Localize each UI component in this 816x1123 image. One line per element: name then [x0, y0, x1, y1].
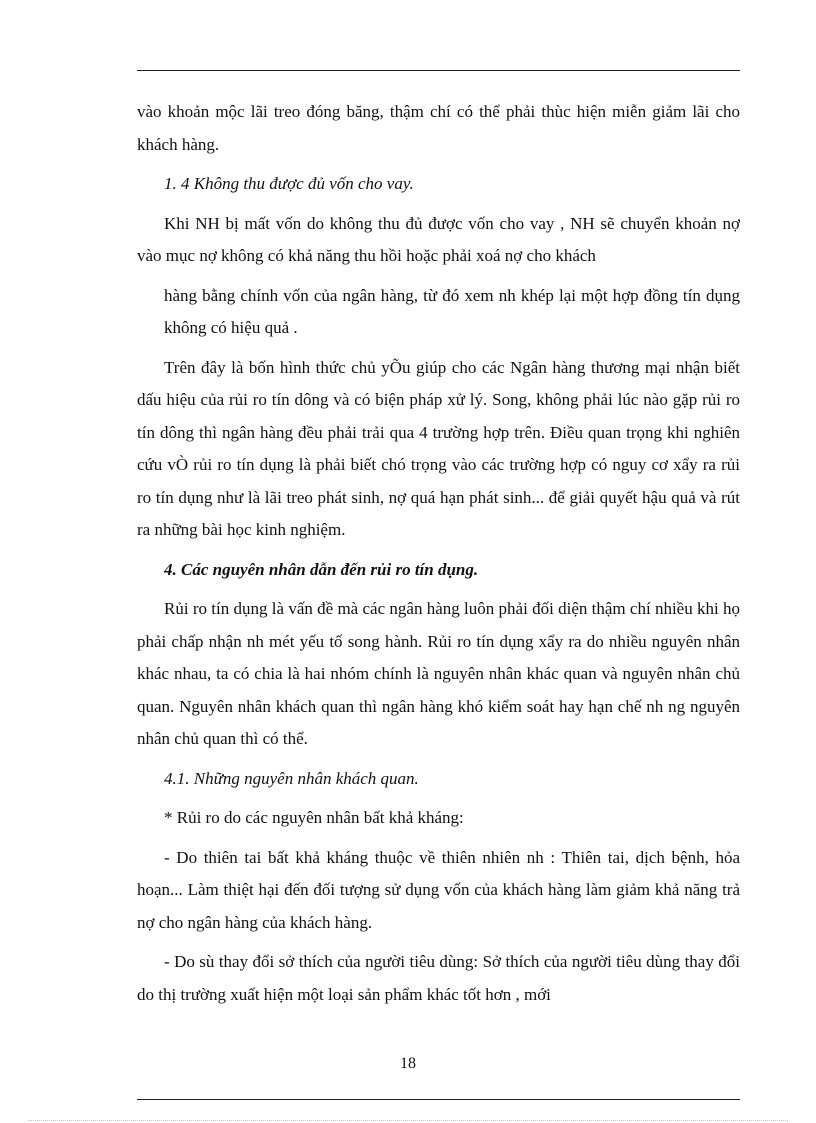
- subsection-title-4-1: 4.1. Những nguyên nhân khách quan.: [164, 768, 419, 788]
- subsection-title-1-4: 1. 4 Không thu được đủ vốn cho vay.: [164, 174, 414, 193]
- paragraph-continuation: vào khoản mộc lãi treo đóng băng, thậm chí có thể phải thùc hiện miễn giảm lãi cho khách hàng.: [137, 102, 740, 154]
- paragraph-loan-loss-cont: hàng bằng chính vốn của ngân hàng, từ đó xem nh khép lại một hợp đồng tín dụng không có hiệu quả .: [164, 285, 740, 337]
- page-edge-divider: [28, 1120, 788, 1121]
- page-number: 18: [400, 1055, 416, 1072]
- paragraph-natural-disaster: - Do thiên tai bất khả kháng thuộc về thiên nhiên nh : Thiên tai, dịch bệnh, hỏa hoạn... Làm thiệt hại đến đối tượng sử dụng vốn của khách hàng làm giảm khả năng trả nợ cho ngân hàng của khách hàng.: [137, 847, 740, 932]
- paragraph-loan-loss: Khi NH bị mất vốn do không thu đủ được vốn cho vay , NH sẽ chuyển khoản nợ vào mục nợ không có khả năng thu hồi hoặc phải xoá nợ cho khách: [137, 213, 740, 265]
- paragraph-force-majeure: * Rủi ro do các nguyên nhân bất khả kháng:: [164, 808, 464, 827]
- paragraph-causes-intro: Rủi ro tín dụng là vấn đề mà các ngân hàng luôn phải đối diện thậm chí nhiều khi họ phải chấp nhận nh mét yếu tố song hành. Rủi ro tín dụng xẩy ra do nhiều nguyên nhân khác nhau, ta có chia là hai nhóm chính là nguyên nhân khác quan và nguyên nhân chủ quan. Nguyên nhân khách quan thì ngân hàng khó kiểm soát hay hạn chế nh ng nguyên nhân chủ quan thì có thể.: [137, 599, 740, 748]
- paragraph-consumer-preference: - Do sù thay đổi sở thích của người tiêu dùng: Sở thích của người tiêu dùng thay đổi do thị trường xuất hiện một loại sản phẩm khác tốt hơn , mới: [137, 952, 740, 1004]
- header-rule: [137, 70, 740, 71]
- paragraph-summary: Trên đây là bốn hình thức chủ yÕu giúp cho các Ngân hàng thương mại nhận biết dấu hiệu của rủi ro tín dông và có biện pháp xử lý. Song, không phải lúc nào gặp rủi ro tín dông thì ngân hàng đều phải trải qua 4 trường hợp trên. Điều quan trọng khi nghiên cứu vÒ rủi ro tín dụng là phải biết chó trọng vào các trường hợp có nguy cơ xẩy ra rủi ro tín dụng như là lãi treo phát sinh, nợ quá hạn phát sinh... để giải quyết hậu quả và rút ra những bài học kinh nghiệm.: [137, 357, 740, 539]
- section-title-4: 4. Các nguyên nhân dẫn đến rủi ro tín dụng.: [164, 559, 479, 579]
- footer-rule: [137, 1099, 740, 1100]
- document-body: [137, 96, 740, 1011]
